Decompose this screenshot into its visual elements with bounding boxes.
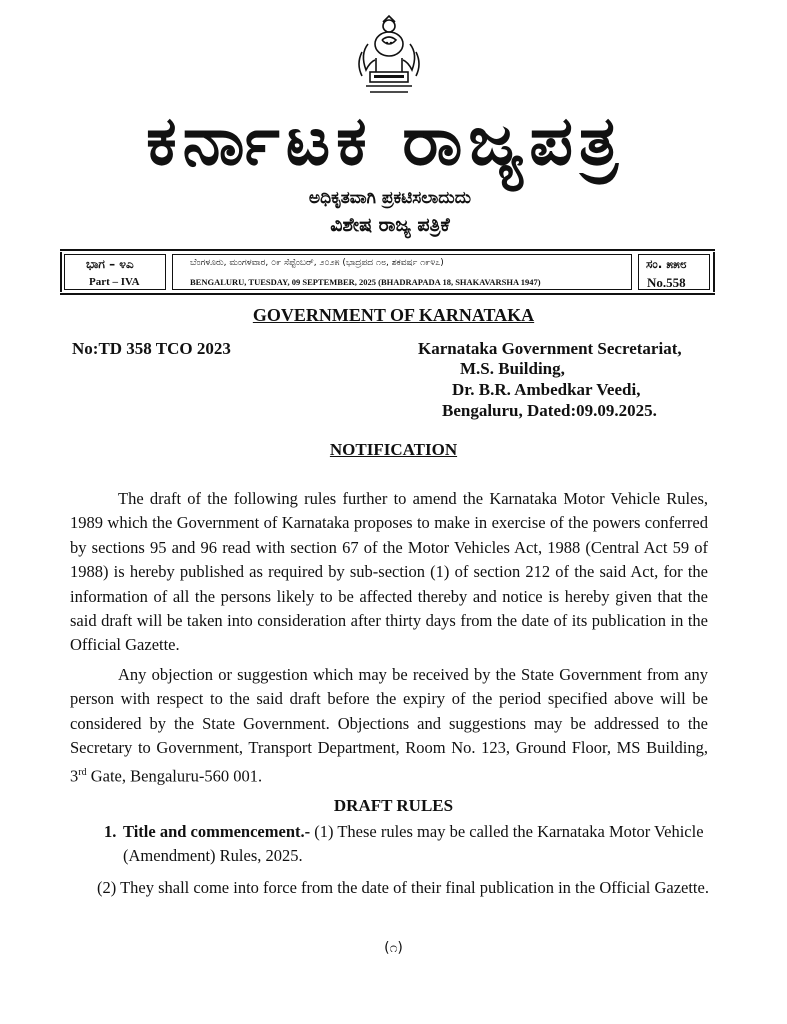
government-heading: GOVERNMENT OF KARNATAKA [252, 305, 535, 325]
page-number: (೧) [384, 940, 403, 956]
ordinal-suffix: rd [78, 766, 87, 778]
header-rule-top [60, 249, 715, 251]
header-rule-bottom [60, 293, 715, 295]
draft-rules-heading: DRAFT RULES [333, 796, 454, 815]
rule-1-number: 1. [104, 822, 117, 841]
rule-1 [104, 820, 708, 869]
paragraph-2-text-end: Gate, Bengaluru-560 001. [86, 766, 263, 786]
rule-1-subrule-2: (2) They shall come into force from the date of their final publication in the Official Gazette. [97, 878, 709, 897]
rule-1-body [104, 820, 708, 869]
rule-1-title: Title and commencement.- [123, 822, 311, 841]
notification-heading: NOTIFICATION [329, 440, 458, 459]
issue-number-kannada: ಸಂ. ೫೫೮ [646, 257, 687, 271]
header-divider [713, 252, 715, 292]
karnataka-state-emblem-icon [346, 14, 432, 100]
address-line: M.S. Building, [460, 359, 565, 378]
address-line: Karnataka Government Secretariat, [418, 339, 682, 358]
address-line: Bengaluru, Dated:09.09.2025. [442, 401, 657, 420]
gazette-title: ಕರ್ನಾಟಕ ರಾಜ್ಯಪತ್ರ [146, 102, 624, 181]
paragraph-2-text: Any objection or suggestion which may be received by the State Government from any person with respect to the said draft before the expiry of the period specified above will be considered by the State Government. Objections and suggestions may be addressed to the Secretary to Government, Transport Department, Room No. 123, Ground Floor, MS Building, 3 [70, 665, 708, 786]
date-line-kannada: ಬೆಂಗಳೂರು, ಮಂಗಳವಾರ, ೦೯ ಸೆಪ್ಟೆಂಬರ್, ೨೦೨೫ (ಭಾದ್ರಪದ ೧೮, ಶಕವರ್ಷ ೧೯೪೭) [190, 258, 444, 268]
issue-number-english: No.558 [647, 275, 686, 290]
part-label-english: Part – IVA [89, 276, 140, 288]
header-divider [60, 252, 62, 292]
part-label-kannada: ಭಾಗ – ೪ಎ [86, 257, 134, 271]
date-line-english: BENGALURU, TUESDAY, 09 SEPTEMBER, 2025 (BHADRAPADA 18, SHAKAVARSHA 1947) [190, 277, 541, 287]
reference-number: No:TD 358 TCO 2023 [72, 339, 231, 358]
notification-paragraph-1: The draft of the following rules further to amend the Karnataka Motor Vehicle Rules, 1989 which the Government of Karnataka proposes to make in exercise of the powers conferred by sections 95 and 96 read with section 67 of the Motor Vehicles Act, 1988 (Central Act 59 of 1988) is hereby published as required by sub-section (1) of section 212 of the said Act, for the information of all the persons likely to be affected thereby and notice is hereby given that the said draft will be taken into consideration after thirty days from the date of its publication in the Official Gazette. [70, 489, 708, 655]
gazette-subtitle-extraordinary: ವಿಶೇಷ ರಾಜ್ಯ ಪತ್ರಿಕೆ [330, 214, 450, 236]
rule-1-text: (1) These rules may be called the Karnataka Motor Vehicle (Amendment) Rules, 2025. [123, 822, 704, 866]
notification-paragraph-2 [70, 663, 708, 789]
gazette-subtitle-published: ಅಧಿಕೃತವಾಗಿ ಪ್ರಕಟಿಸಲಾದುದು [308, 188, 472, 208]
address-line: Dr. B.R. Ambedkar Veedi, [452, 380, 641, 399]
